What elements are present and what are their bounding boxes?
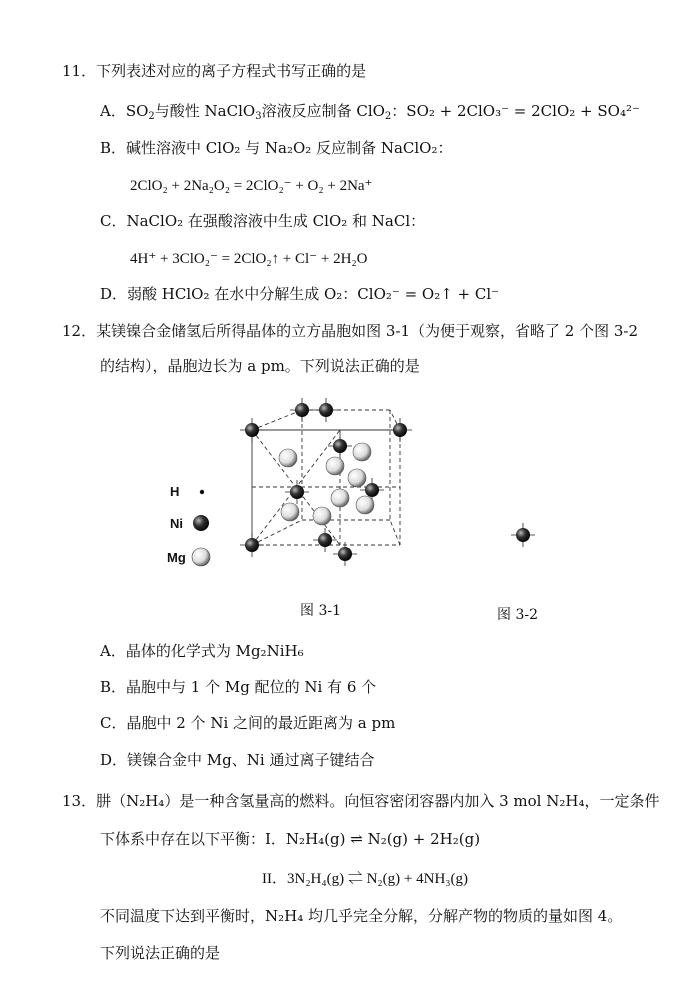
q11-option-b: B．碱性溶液中 ClO₂ 与 Na₂O₂ 反应制备 NaClO₂： bbox=[100, 139, 453, 157]
unit-cell-frame bbox=[252, 410, 400, 545]
legend-mg-sphere bbox=[192, 548, 210, 566]
ni-atoms bbox=[245, 403, 530, 561]
q11-option-a-text: A．SO bbox=[100, 102, 149, 120]
legend-h-label: H bbox=[170, 484, 180, 499]
q11-stem: 11．下列表述对应的离子方程式书写正确的是 bbox=[62, 62, 367, 80]
mg-atoms bbox=[279, 443, 374, 525]
q11-option-a-mid1: 与酸性 NaClO bbox=[154, 102, 256, 120]
q11-option-c-equation: 4H⁺ + 3ClO₂⁻ = 2ClO₂↑ + Cl⁻ + 2H₂O bbox=[130, 251, 368, 267]
q12-stem-line1: 12．某镁镍合金储氢后所得晶体的立方晶胞如图 3-1（为便于观察，省略了 2 个图 3-2 bbox=[62, 322, 639, 340]
q12-option-c: C．晶胞中 2 个 Ni 之间的最近距离为 a pm bbox=[100, 714, 396, 732]
figure-3-2-caption: 图 3-2 bbox=[497, 607, 538, 623]
legend-mg-label: Mg bbox=[167, 550, 186, 565]
q11-option-a: A．$SO_2$与酸性 NaClO$_3$溶液反应制备 ClO$_2$：SO₂ + 2ClO₃⁻ = 2ClO₂ + SO₄²⁻ bbox=[100, 102, 640, 122]
figure-3-1-caption: 图 3-1 bbox=[300, 603, 341, 619]
q12-option-b: B．晶胞中与 1 个 Mg 配位的 Ni 有 6 个 bbox=[100, 678, 377, 696]
q11-option-d: D．弱酸 HClO₂ 在水中分解生成 O₂：ClO₂⁻ = O₂↑ + Cl⁻ bbox=[100, 285, 500, 303]
q13-stem-line2: 下体系中存在以下平衡：I．N₂H₄(g) ⇌ N₂(g) + 2H₂(g) bbox=[100, 830, 481, 848]
legend-ni-sphere bbox=[193, 515, 209, 531]
legend-ni-label: Ni bbox=[170, 516, 183, 531]
q13-stem-line3: 不同温度下达到平衡时，N₂H₄ 均几乎完全分解，分解产物的物质的量如图 4。 bbox=[100, 907, 623, 925]
q11-option-b-equation: 2ClO₂ + 2Na₂O₂ = 2ClO₂⁻ + O₂ + 2Na⁺ bbox=[130, 178, 373, 194]
q13-stem-line4: 下列说法正确的是 bbox=[100, 944, 221, 962]
q12-stem-line2: 的结构），晶胞边长为 a pm。下列说法正确的是 bbox=[100, 357, 420, 375]
q13-stem-line1: 13．肼（N₂H₄）是一种含氢量高的燃料。向恒容密闭容器内加入 3 mol N₂H₄，一定条件 bbox=[62, 792, 660, 810]
q12-option-d: D．镁镍合金中 Mg、Ni 通过离子键结合 bbox=[100, 751, 375, 769]
q12-option-a: A．晶体的化学式为 Mg₂NiH₆ bbox=[100, 642, 304, 660]
legend-h-dot bbox=[200, 490, 204, 494]
q13-equation-2: II．3N₂H₄(g) ⇌ N₂(g) + 4NH₃(g) bbox=[262, 871, 469, 887]
q11-option-c: C．NaClO₂ 在强酸溶液中生成 ClO₂ 和 NaCl： bbox=[100, 212, 426, 230]
h-atoms bbox=[240, 398, 535, 566]
q11-option-a-mid2: 溶液反应制备 ClO bbox=[261, 102, 385, 120]
q11-option-a-equation: ：SO₂ + 2ClO₃⁻ = 2ClO₂ + SO₄²⁻ bbox=[391, 102, 640, 120]
